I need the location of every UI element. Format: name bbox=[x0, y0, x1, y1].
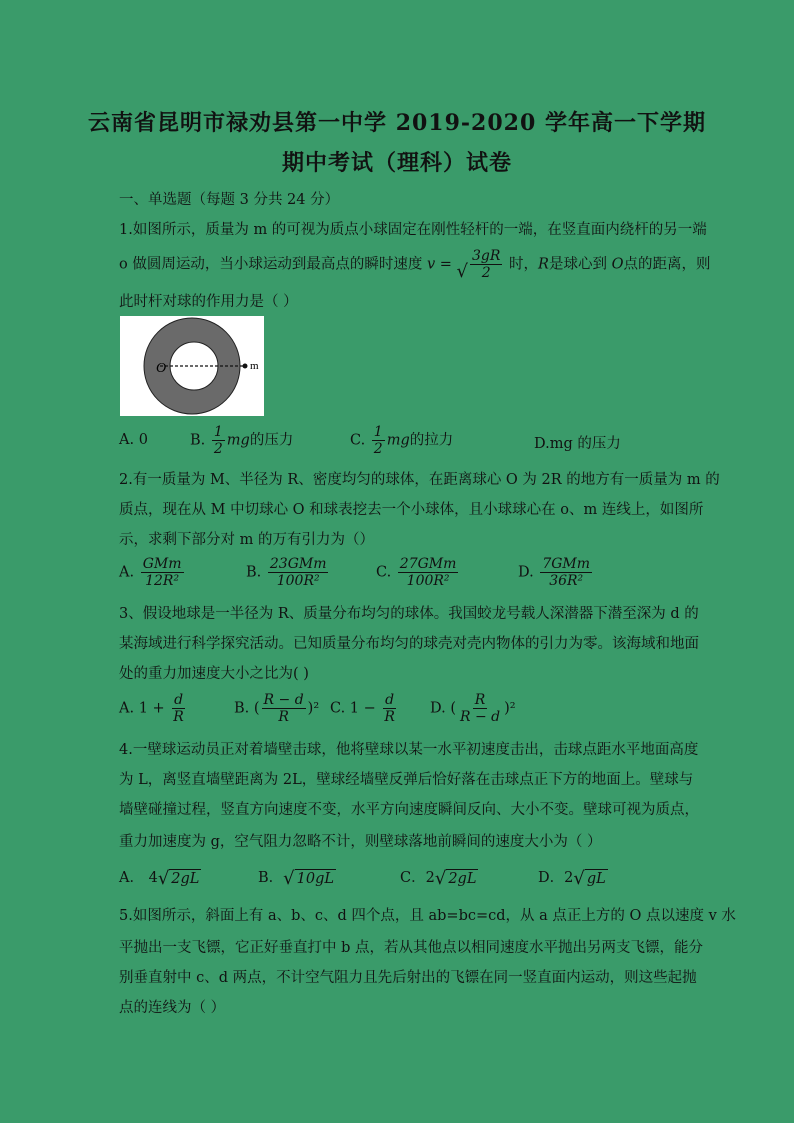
q4-opt-c-label: C．2 bbox=[400, 870, 435, 886]
q1-rad-num: 3gR bbox=[472, 248, 501, 264]
q1-velocity-symbol: v = bbox=[426, 256, 452, 273]
frac-den: R − d bbox=[459, 709, 501, 725]
q1-option-d: D.mg 的压力 bbox=[534, 436, 621, 452]
q3-opt-a-frac bbox=[171, 692, 186, 725]
q1-opt-b-frac bbox=[212, 424, 225, 457]
frac-den: R bbox=[278, 709, 289, 725]
radicand: 10gL bbox=[296, 870, 335, 887]
q2-option-c bbox=[376, 556, 460, 589]
frac-num: GMm bbox=[142, 556, 182, 572]
q3-opt-d-post: )² bbox=[504, 700, 516, 717]
q1-opt-b-mg: mg bbox=[226, 432, 250, 449]
q4-line2: 为 L，离竖直墙壁距离为 2L，壁球经墙壁反弹后恰好落在击球点正下方的地面上。壁球与 bbox=[119, 772, 694, 788]
q1-opt-c-text: 的拉力 bbox=[409, 432, 454, 449]
frac-den: 36R² bbox=[549, 573, 584, 589]
q4-line4: 重力加速度为 g，空气阻力忽略不计，则壁球落地前瞬间的速度大小为（ ） bbox=[119, 834, 602, 850]
q2-opt-d-label: D. bbox=[518, 564, 534, 581]
q2-opt-d-frac bbox=[540, 556, 592, 589]
q2-opt-a-label: A. bbox=[119, 564, 135, 581]
q4-opt-a-radical bbox=[158, 869, 202, 888]
q3-option-a bbox=[119, 692, 188, 725]
q2-line1: 2.有一质量为 M、半径为 R、密度均匀的球体，在距离球心 O 为 2R 的地方有一质量为 m 的 bbox=[119, 472, 720, 488]
q3-line1: 3、假设地球是一半径为 R、质量分布均匀的球体。我国蛟龙号载人深潜器下潜至深为 d 的 bbox=[119, 606, 699, 622]
q3-line3: 处的重力加速度大小之比为( ) bbox=[119, 666, 309, 682]
q1-text-c: R bbox=[538, 256, 549, 273]
frac-num: d bbox=[174, 692, 184, 708]
q3-opt-d-label: D. ( bbox=[430, 700, 456, 717]
q2-opt-b-label: B. bbox=[246, 564, 262, 581]
q5-line3: 别垂直射中 c、d 两点，不计空气阻力且先后射出的飞镖在同一竖直面内运动，则这些起抛 bbox=[119, 970, 697, 986]
q1-option-b bbox=[190, 424, 293, 457]
q1-opt-b-label: B. bbox=[190, 432, 206, 449]
q1-opt-c-frac bbox=[372, 424, 385, 457]
q1-figure bbox=[120, 316, 264, 416]
q2-opt-b-frac bbox=[268, 556, 329, 589]
q3-opt-c-label: C. 1 − bbox=[330, 700, 376, 717]
frac-den: 12R² bbox=[145, 573, 180, 589]
exam-title-line1: 云南省昆明市禄劝县第一中学 2019-2020 学年高一下学期 bbox=[88, 110, 706, 136]
q3-opt-b-label: B. ( bbox=[234, 700, 260, 717]
frac-den: 2 bbox=[373, 441, 383, 457]
sqrt-icon: √ bbox=[573, 867, 585, 889]
q4-line3: 墙壁碰撞过程，竖直方向速度不变，水平方向速度瞬间反向、大小不变。壁球可视为质点， bbox=[119, 802, 699, 818]
q4-opt-a-label: A． 4 bbox=[119, 870, 158, 886]
q3-opt-b-post: )² bbox=[307, 700, 320, 717]
mass-point bbox=[243, 364, 248, 369]
q2-opt-c-label: C. bbox=[376, 564, 392, 581]
sqrt-icon: √ bbox=[434, 867, 447, 889]
q3-opt-b-frac bbox=[262, 692, 306, 725]
radicand: 2gL bbox=[448, 870, 477, 887]
q1-opt-c-label: C. bbox=[350, 432, 366, 449]
q2-option-b bbox=[246, 556, 330, 589]
q1-text-f: 点的距离，则 bbox=[623, 256, 711, 273]
q1-option-c bbox=[350, 424, 453, 457]
frac-den: 100R² bbox=[276, 573, 320, 589]
frac-den: R bbox=[384, 709, 395, 725]
q5-line4: 点的连线为（ ） bbox=[119, 1000, 226, 1016]
q5-line1: 5.如图所示，斜面上有 a、b、c、d 四个点，且 ab=bc=cd，从 a 点正上方的 O 点以速度 v 水 bbox=[119, 908, 736, 924]
q1-line3: 此时杆对球的作用力是（ ） bbox=[119, 294, 298, 310]
q2-line3: 示，求剩下部分对 m 的万有引力为（） bbox=[119, 532, 374, 548]
m-label: m bbox=[250, 360, 259, 372]
q3-opt-d-frac bbox=[458, 692, 502, 725]
q4-option-d bbox=[538, 866, 608, 888]
q5-line2: 平抛出一支飞镖，它正好垂直打中 b 点，若从其他点以相同速度水平抛出另两支飞镖，能分 bbox=[119, 940, 703, 956]
o-label: O bbox=[156, 361, 167, 376]
q2-option-d bbox=[518, 556, 594, 589]
frac-num: R bbox=[474, 692, 486, 708]
q1-text-d: 是球心到 bbox=[548, 256, 607, 273]
q3-line2: 某海域进行科学探究活动。已知质量分布均匀的球壳对壳内物体的引力为零。该海域和地面 bbox=[119, 636, 699, 652]
frac-den: R bbox=[173, 709, 184, 725]
q1-text-e: O bbox=[611, 256, 624, 273]
q4-option-a bbox=[119, 866, 201, 888]
frac-num: 1 bbox=[373, 424, 383, 440]
frac-den: 2 bbox=[213, 441, 223, 457]
q1-opt-c-mg: mg bbox=[386, 432, 410, 449]
frac-num: 23GMm bbox=[269, 556, 327, 572]
q4-opt-d-radical bbox=[573, 869, 607, 888]
q1-rad-den: 2 bbox=[481, 265, 491, 281]
q4-line1: 4.一壁球运动员正对着墙壁击球，他将壁球以某一水平初速度击出，击球点距水平地面高度 bbox=[119, 742, 699, 758]
q1-velocity-fraction bbox=[470, 248, 502, 281]
q1-line1: 1.如图所示，质量为 m 的可视为质点小球固定在刚性轻杆的一端，在竖直面内绕杆的另一端 bbox=[119, 222, 707, 238]
sqrt-icon: √ bbox=[157, 867, 170, 889]
q4-opt-b-radical bbox=[283, 869, 336, 888]
q4-opt-c-radical bbox=[435, 869, 479, 888]
q1-text-a: o 做圆周运动，当小球运动到最高点的瞬时速度 bbox=[119, 256, 423, 273]
q2-option-a bbox=[119, 556, 186, 589]
q4-opt-b-label: B． bbox=[258, 870, 284, 886]
sqrt-icon: √ bbox=[283, 867, 295, 889]
q3-option-c bbox=[330, 692, 399, 725]
section-heading: 一、单选题（每题 3 分共 24 分） bbox=[119, 192, 340, 208]
exam-title-line2: 期中考试（理科）试卷 bbox=[281, 150, 512, 176]
frac-num: 1 bbox=[213, 424, 223, 440]
q1-line2 bbox=[119, 248, 711, 282]
q4-option-b bbox=[258, 866, 336, 888]
frac-num: 7GMm bbox=[542, 556, 591, 572]
q3-opt-c-frac bbox=[382, 692, 397, 725]
q4-option-c bbox=[400, 866, 478, 888]
q4-opt-d-label: D．2 bbox=[538, 870, 574, 886]
q2-opt-c-frac bbox=[398, 556, 459, 589]
radicand: 2gL bbox=[171, 870, 200, 887]
frac-num: R − d bbox=[263, 692, 304, 708]
radicand: gL bbox=[586, 870, 606, 887]
q3-option-d bbox=[430, 692, 516, 725]
sphere-cavity-diagram bbox=[120, 316, 264, 416]
q1-opt-b-text: 的压力 bbox=[249, 432, 294, 449]
q2-opt-a-frac bbox=[141, 556, 184, 589]
frac-num: 27GMm bbox=[399, 556, 457, 572]
q3-option-b bbox=[234, 692, 319, 725]
sqrt-icon: √ bbox=[456, 261, 468, 282]
q3-opt-a-label: A. 1 + bbox=[119, 700, 165, 717]
q1-option-a: A. 0 bbox=[119, 432, 148, 448]
frac-num: d bbox=[385, 692, 395, 708]
q2-line2: 质点，现在从 M 中切球心 O 和球表挖去一个小球体，且小球球心在 o、m 连线上，如图所 bbox=[119, 502, 704, 518]
q1-velocity-radical bbox=[457, 248, 505, 281]
frac-den: 100R² bbox=[406, 573, 450, 589]
q1-text-b: 时， bbox=[509, 256, 539, 273]
